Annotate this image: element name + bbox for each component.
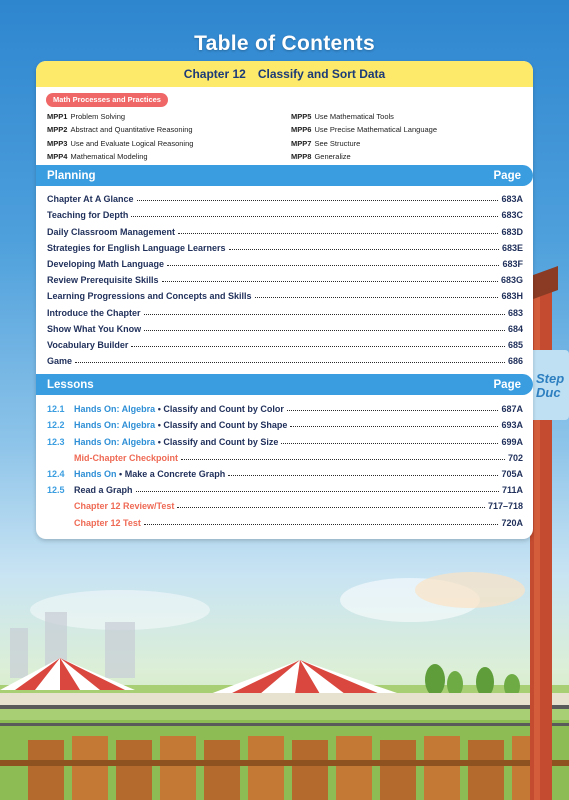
planning-list (36, 186, 533, 366)
planning-row[interactable]: Introduce the Chapter 683 (47, 307, 523, 318)
lessons-heading: Lessons (47, 378, 94, 391)
lessons-list (36, 395, 533, 528)
lesson-row[interactable]: Chapter 12 Test 720A (74, 517, 523, 528)
planning-row[interactable]: Strategies for English Language Learners 683E (47, 242, 523, 253)
sign-text: Step Duc (536, 371, 565, 400)
planning-row[interactable]: Daily Classroom Management 683D (47, 226, 523, 237)
math-practices (36, 87, 533, 165)
planning-row[interactable]: Game 686 (47, 356, 523, 367)
lesson-row[interactable]: 12.3 Hands On: Algebra • Classify and Count by Size 699A (47, 436, 523, 447)
mpp-item: MPP3 Use and Evaluate Logical Reasoning (47, 138, 194, 148)
lesson-row[interactable]: 12.4 Hands On • Make a Concrete Graph 705A (47, 469, 523, 479)
planning-row[interactable]: Vocabulary Builder 685 (47, 339, 523, 350)
toc-card (36, 61, 533, 539)
lesson-row[interactable]: 12.5 Read a Graph 711A (47, 485, 523, 496)
mpp-list-right (291, 110, 437, 164)
lesson-row[interactable]: Mid-Chapter Checkpoint 702 (74, 452, 523, 463)
planning-header (36, 165, 533, 186)
planning-heading: Planning (47, 169, 96, 182)
mpp-item: MPP4 Mathematical Modeling (47, 152, 148, 162)
mpp-item: MPP8 Generalize (291, 152, 351, 162)
planning-row[interactable]: Chapter At A Glance 683A (47, 194, 523, 205)
math-practices-heading: Math Processes and Practices (46, 93, 168, 107)
mpp-list-left (47, 110, 193, 164)
planning-row[interactable]: Review Prerequisite Skills 683G (47, 275, 523, 286)
mpp-item: MPP1 Problem Solving (47, 112, 126, 121)
mpp-item: MPP2 Abstract and Quantitative Reasoning (47, 125, 193, 135)
planning-row[interactable]: Teaching for Depth 683C (47, 210, 523, 221)
planning-row[interactable]: Learning Progressions and Concepts and Skills 683H (47, 291, 523, 302)
lessons-page-label: Page (493, 378, 521, 391)
lesson-row[interactable]: 12.1 Hands On: Algebra • Classify and Count by Color 687A (47, 404, 523, 415)
chapter-header (36, 61, 533, 87)
lessons-header (36, 374, 533, 395)
mpp-item: MPP5 Use Mathematical Tools (291, 112, 394, 121)
mpp-item: MPP6 Use Precise Mathematical Language (291, 125, 438, 135)
chapter-title: Classify and Sort Data (257, 67, 386, 81)
lesson-row[interactable]: Chapter 12 Review/Test 717–718 (74, 501, 523, 512)
mpp-item: MPP7 See Structure (291, 138, 361, 148)
chapter-number: Chapter 12 (183, 67, 246, 81)
planning-page-label: Page (493, 169, 521, 182)
planning-row[interactable]: Developing Math Language 683F (47, 258, 523, 269)
planning-row[interactable]: Show What You Know 684 (47, 323, 523, 334)
page-title: Table of Contents (194, 32, 375, 55)
lesson-row[interactable]: 12.2 Hands On: Algebra • Classify and Count by Shape 693A (47, 420, 523, 431)
